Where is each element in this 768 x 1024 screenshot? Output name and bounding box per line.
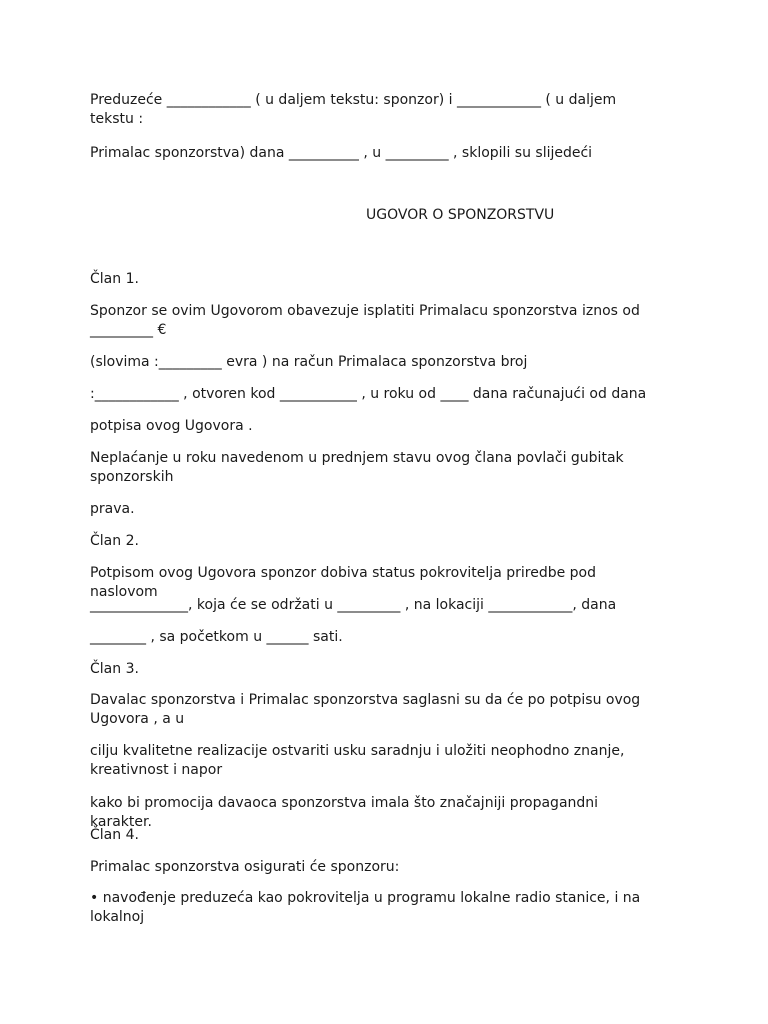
article-2-paragraph-1: Potpisom ovog Ugovora sponzor dobiva status pokrovitelja priredbe pod naslovom (90, 565, 596, 600)
article-2-paragraph-2: ______________, koja će se održati u _________ , na lokaciji ____________, dana (90, 597, 617, 613)
article-3-paragraph-2: cilju kvalitetne realizacije ostvariti usku saradnju i uložiti neophodno znanje, kreativnost i napor (90, 743, 625, 778)
article-4-bullet-1: • navođenje preduzeća kao pokrovitelja u programu lokalne radio stanice, i na lokalnoj (90, 890, 641, 925)
article-1-paragraph-3: :____________ , otvoren kod ___________ , u roku od ____ dana računajući od dana (90, 386, 647, 402)
article-4-paragraph-1: Primalac sponzorstva osigurati će sponzoru: (90, 859, 400, 875)
article-2-paragraph-3: ________ , sa početkom u ______ sati. (90, 629, 343, 645)
article-4-heading: Član 4. (90, 827, 139, 843)
intro-paragraph-2: Primalac sponzorstva) dana __________ , u _________ , sklopili su slijedeći (90, 145, 593, 161)
article-1-paragraph-6: prava. (90, 501, 135, 517)
article-3-heading: Član 3. (90, 661, 139, 677)
article-1-heading: Član 1. (90, 271, 139, 287)
article-1-paragraph-2: (slovima :_________ evra ) na račun Primalaca sponzorstva broj (90, 354, 528, 370)
document-title: UGOVOR O SPONZORSTVU (366, 207, 555, 223)
article-2-heading: Član 2. (90, 533, 139, 549)
article-1-paragraph-4: potpisa ovog Ugovora . (90, 418, 253, 434)
intro-paragraph-1: Preduzeće ____________ ( u daljem tekstu: sponzor) i ____________ ( u daljem tekstu : (90, 92, 617, 127)
article-3-paragraph-1: Davalac sponzorstva i Primalac sponzorstva saglasni su da će po potpisu ovog Ugovora , a u (90, 692, 641, 727)
article-1-paragraph-5: Neplaćanje u roku navedenom u prednjem stavu ovog člana povlači gubitak sponzorskih (90, 450, 624, 485)
article-1-paragraph-1: Sponzor se ovim Ugovorom obavezuje isplatiti Primalacu sponzorstva iznos od _________ € (90, 303, 640, 338)
article-3-paragraph-3: kako bi promocija davaoca sponzorstva imala što značajniji propagandni karakter. (90, 795, 599, 830)
